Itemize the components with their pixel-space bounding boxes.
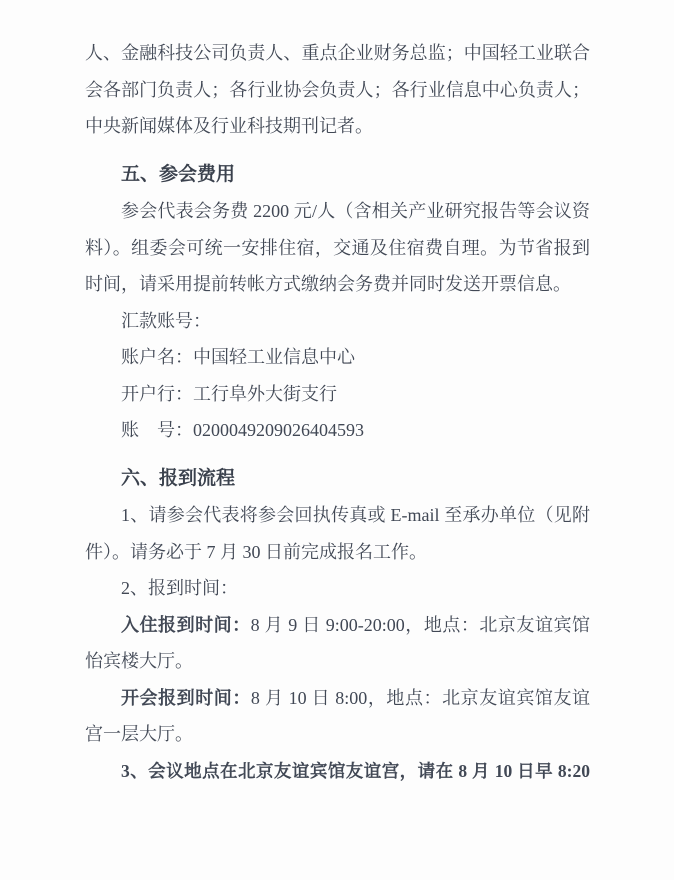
paragraph-registration-step2: 2、报到时间： <box>121 578 238 598</box>
remittance-account-name: 账户名：中国轻工业信息中心 <box>121 347 355 367</box>
paragraph-hotel-checkin <box>85 607 590 680</box>
section-5-heading: 五、参会费用 <box>121 163 236 185</box>
paragraph-conference-fee: 参会代表会务费 2200 元/人（含相关产业研究报告等会议资料）。组委会可统一安排住宿，交通及住宿费自理。为节省报到时间，请采用提前转帐方式缴纳会务费并同时发送开票信息。 <box>85 201 590 294</box>
hotel-checkin-time-label: 入住报到时间： <box>121 614 251 635</box>
section-6-heading: 六、报到流程 <box>121 467 236 489</box>
remittance-account-label: 汇款账号： <box>121 310 211 331</box>
paragraph-registration-step1: 1、请参会代表将参会回执传真或 E-mail 至承办单位（见附件）。请务必于 7 月 30 日前完成报名工作。 <box>85 505 590 562</box>
remittance-account-number: 账 号：0200049209026404593 <box>121 420 364 440</box>
paragraph-meeting-checkin <box>85 680 590 753</box>
meeting-checkin-time-label: 开会报到时间： <box>121 687 251 708</box>
remittance-bank: 开户行：工行阜外大街支行 <box>121 383 337 404</box>
hotel-checkin-time-text: 8 月 9 日 9:00-20:00，地点：北京友谊宾馆怡宾楼大厅。 <box>85 614 590 671</box>
meeting-checkin-time-text: 8 月 10 日 8:00，地点：北京友谊宾馆友谊宫一层大厅。 <box>85 687 591 744</box>
paragraph-attendees-continued: 人、金融科技公司负责人、重点企业财务总监；中国轻工业联合会各部门负责人；各行业协会负责人；各行业信息中心负责人；中央新闻媒体及行业科技期刊记者。 <box>85 43 590 136</box>
paragraph-registration-step3: 3、会议地点在北京友谊宾馆友谊宫，请在 8 月 10 日早 8:20 <box>121 760 590 781</box>
